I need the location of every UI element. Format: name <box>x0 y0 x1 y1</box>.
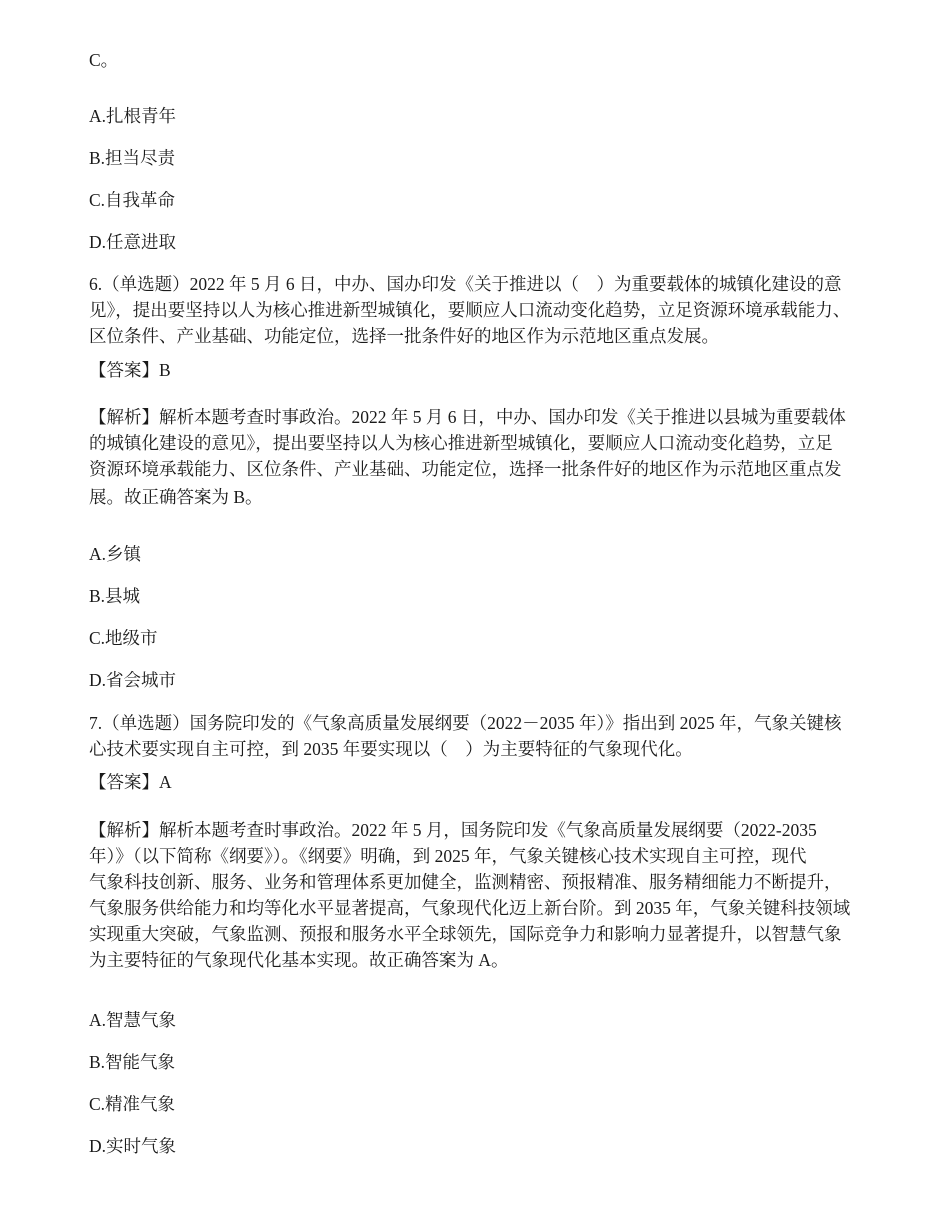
q5-option-c: C.自我革命 <box>89 190 176 210</box>
q7-analysis-line: 气象服务供给能力和均等化水平显著提高，气象现代化迈上新台阶。到 2035 年，气象关键科技领域 <box>89 898 851 918</box>
q6-option-d: D.省会城市 <box>89 670 177 690</box>
q6-option-b: B.县城 <box>89 586 141 606</box>
q7-stem-line: 7.（单选题）国务院印发的《气象高质量发展纲要（2022－2035 年）》指出到 2025 年，气象关键核 <box>89 713 842 733</box>
q7-answer: 【答案】A <box>89 772 172 792</box>
q7-analysis-line: 年）》（以下简称《纲要》）。《纲要》明确，到 2025 年，气象关键核心技术实现自主可控，现代 <box>89 846 807 866</box>
q7-analysis-line: 实现重大突破，气象监测、预报和服务水平全球领先，国际竞争力和影响力显著提升，以智慧气象 <box>89 924 842 944</box>
q6-stem-line: 区位条件、产业基础、功能定位，选择一批条件好的地区作为示范地区重点发展。 <box>89 326 719 346</box>
q5-option-a: A.扎根青年 <box>89 106 177 126</box>
q6-answer: 【答案】B <box>89 360 171 380</box>
q6-analysis-line: 【解析】解析本题考查时事政治。2022 年 5 月 6 日，中办、国办印发《关于推进以县城为重要载体 <box>89 407 846 427</box>
q7-option-a: A.智慧气象 <box>89 1010 177 1030</box>
q7-option-d: D.实时气象 <box>89 1136 177 1156</box>
q6-analysis-line: 展。故正确答案为 B。 <box>89 487 263 507</box>
q7-option-c: C.精准气象 <box>89 1094 176 1114</box>
q6-analysis-line: 的城镇化建设的意见》，提出要坚持以人为核心推进新型城镇化，要顺应人口流动变化趋势，立足 <box>89 433 833 453</box>
q5-option-b: B.担当尽责 <box>89 148 176 168</box>
q6-stem-line: 见》，提出要坚持以人为核心推进新型城镇化，要顺应人口流动变化趋势，立足资源环境承载能力、 <box>89 300 851 320</box>
lead-fragment: C。 <box>89 50 119 70</box>
q7-analysis-line: 【解析】解析本题考查时事政治。2022 年 5 月，国务院印发《气象高质量发展纲要（2022-2035 <box>89 820 817 840</box>
q7-analysis-line: 气象科技创新、服务、业务和管理体系更加健全，监测精密、预报精准、服务精细能力不断提升， <box>89 872 842 892</box>
q7-option-b: B.智能气象 <box>89 1052 176 1072</box>
q6-option-a: A.乡镇 <box>89 544 142 564</box>
q6-analysis-line: 资源环境承载能力、区位条件、产业基础、功能定位，选择一批条件好的地区作为示范地区重点发 <box>89 459 842 479</box>
q6-stem-line: 6.（单选题）2022 年 5 月 6 日，中办、国办印发《关于推进以（ ）为重要载体的城镇化建设的意 <box>89 274 842 294</box>
q7-analysis-line: 为主要特征的气象现代化基本实现。故正确答案为 A。 <box>89 950 509 970</box>
q7-stem-line: 心技术要实现自主可控，到 2035 年要实现以（ ）为主要特征的气象现代化。 <box>89 739 693 759</box>
q6-option-c: C.地级市 <box>89 628 158 648</box>
q5-option-d: D.任意进取 <box>89 232 177 252</box>
